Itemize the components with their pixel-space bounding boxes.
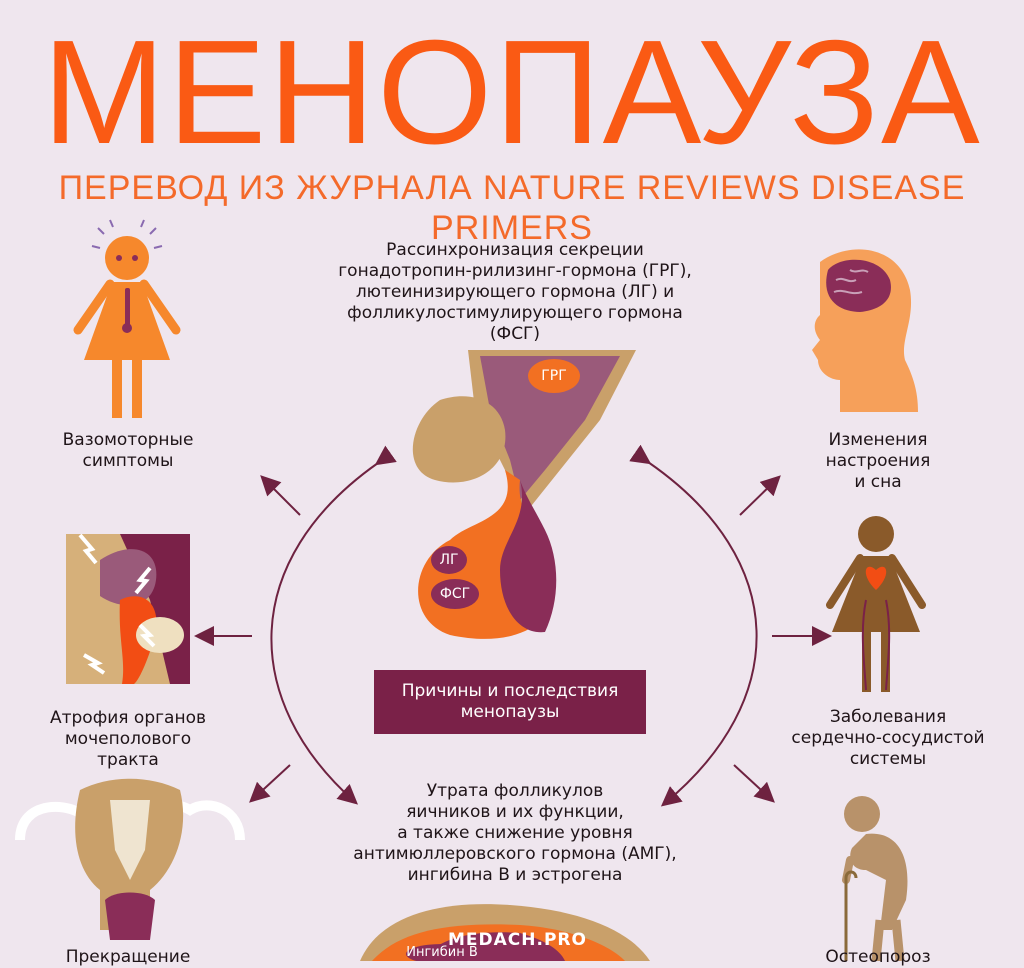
label-grg: ГРГ [541,368,567,384]
cycle-arc-right [648,462,757,804]
watermark: MEDACH.PRO [448,930,587,950]
page-subtitle: ПЕРЕВОД ИЗ ЖУРНАЛА NATURE REVIEWS DISEASE PRIMERS [58,169,966,247]
center-bottom-text: Утрата фолликулов яичников и их функции, а также снижение уровня антимюллеровского гормона (АМГ), ингибина B и эстрогена [353,781,677,885]
cycle-arc-left [271,463,378,802]
head-brain-icon [812,249,918,412]
label-fsg: ФСГ [439,586,471,602]
arrow-to-mood [740,478,778,515]
right-item-cardio: Заболевания сердечно-сосудистой системы [791,707,985,769]
arrow-to-vasomotor [263,478,300,515]
label-inhibin: Ингибин B [406,945,478,960]
arrow-to-osteoporosis [734,765,772,800]
left-item-vasomotor: Вазомоторные симптомы [62,430,194,471]
left-item-cessation: Прекращение [65,947,191,967]
genitourinary-icon [66,534,190,684]
elderly-cane-icon [844,796,907,961]
left-item-atrophy: Атрофия органов мочеполового тракта [49,708,206,770]
page-title: МЕНОПАУЗА [42,10,982,175]
center-caption-box: Причины и последствия менопаузы [374,670,646,734]
right-item-osteoporosis: Остеопороз [825,947,931,967]
uterus-icon [20,779,240,940]
woman-fever-icon [78,220,176,418]
label-lg: ЛГ [439,552,459,568]
center-top-text: Рассинхронизация секреции гонадотропин-рилизинг-гормона (ГРГ), лютеинизирующего гормона (ЛГ) и фолликулостимулирующего гормона (ФСГ) [338,240,692,344]
woman-heart-icon [830,516,922,692]
arrow-to-cessation [252,765,290,800]
right-item-mood: Изменения настроения и сна [825,430,931,492]
